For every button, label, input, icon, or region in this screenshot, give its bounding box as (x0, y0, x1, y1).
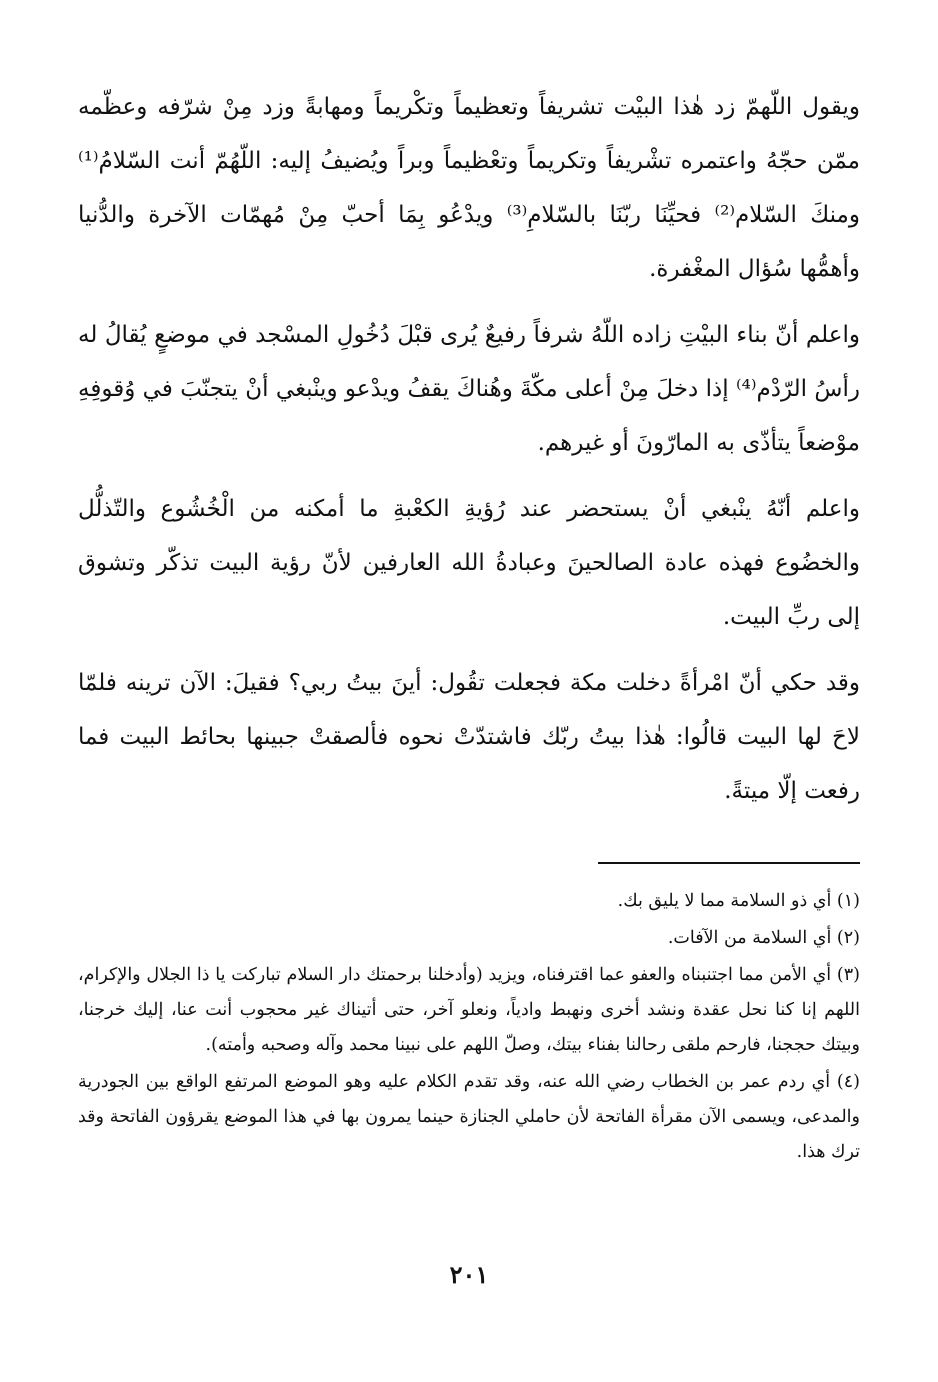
paragraph-1: ويقول اللّهمّ زد هٰذا البيْت تشريفاً وتعظيماً وتكْريماً ومهابةً وزد مِنْ شرّفه وعظّمه ممّن حجّهُ واعتمره تشْريفاً وتكريماً وتعْظيماً وبراً ويُضيفُ إليه: اللّهُمّ أنت السّلامُ⁽¹⁾ ومنكَ السّلام⁽²⁾ فحيِّنَا ربّنَا بالسّلامِ⁽³⁾ ويدْعُو بِمَا أحبّ مِنْ مُهمّات الآخرة والدُّنيا وأهمُّها سُؤال المغْفرة. (78, 94, 860, 282)
page-number: ٢٠١ (449, 1260, 489, 1289)
paragraph-4: وقد حكي أنّ امْرأةً دخلت مكة فجعلت تقُول: أينَ بيتُ ربي؟ فقيلَ: الآن ترينه فلمّا لاحَ لها البيت قالُوا: هٰذا بيتُ ربّك فاشتدّتْ نحوه فألصقتْ جبينها بحائط البيت فما رفعت إلّا ميتةً. (78, 670, 860, 804)
footnotes (78, 884, 860, 1170)
footnote-divider (598, 862, 860, 864)
footnote-3: (٣) أي الأمن مما اجتنبناه والعفو عما اقترفناه، ويزيد (وأدخلنا برحمتك دار السلام تباركت يا ذا الجلال والإكرام، اللهم إنا كنا نحل عقدة ونشد أخرى ونهبط وادياً، ونعلو آخر، حتى أتيناك غير محجوب أنت عنا، إليك خرجنا، وبيتك حججنا، فارحم ملقى رحالنا بفناء بيتك، وصلّ اللهم على نبينا محمد وآله وصحبه وأمته). (78, 965, 860, 1055)
main-text (78, 80, 860, 818)
footnote-2: (٢) أي السلامة من الآفات. (667, 928, 860, 948)
paragraph-3: واعلم أنّهُ ينْبغي أنْ يستحضر عند رُؤيةِ الكعْبةِ ما أمكنه من الْخُشُوع والتّذلُّل والخضُوع فهذه عادة الصالحينَ وعبادةُ الله العارفين لأنّ رؤية البيت تذكّر وتشوق إلى ربِّ البيت. (78, 496, 860, 630)
footnote-1: (١) أي ذو السلامة مما لا يليق بك. (617, 891, 860, 911)
paragraph-2: واعلم أنّ بناء البيْتِ زاده اللّهُ شرفاً رفيعٌ يُرى قبْلَ دُخُولِ المسْجد في موضعٍ يُقالُ له رأسُ الرّدْم⁽⁴⁾ إذا دخلَ مِنْ أعلى مكّةَ وهُناكَ يقفُ ويدْعو وينْبغي أنْ يتجنّبَ في وُقوفِهِ موْضعاً يتأذّى به المارّونَ أو غيرهم. (78, 322, 860, 456)
footnote-4: (٤) أي ردم عمر بن الخطاب رضي الله عنه، وقد تقدم الكلام عليه وهو الموضع المرتفع الواقع بين الجودرية والمدعى، ويسمى الآن مقرأة الفاتحة لأن حاملي الجنازة حينما يمرون بها في هذا الموضع يقرؤون الفاتحة وقد ترك هذا. (78, 1072, 860, 1162)
